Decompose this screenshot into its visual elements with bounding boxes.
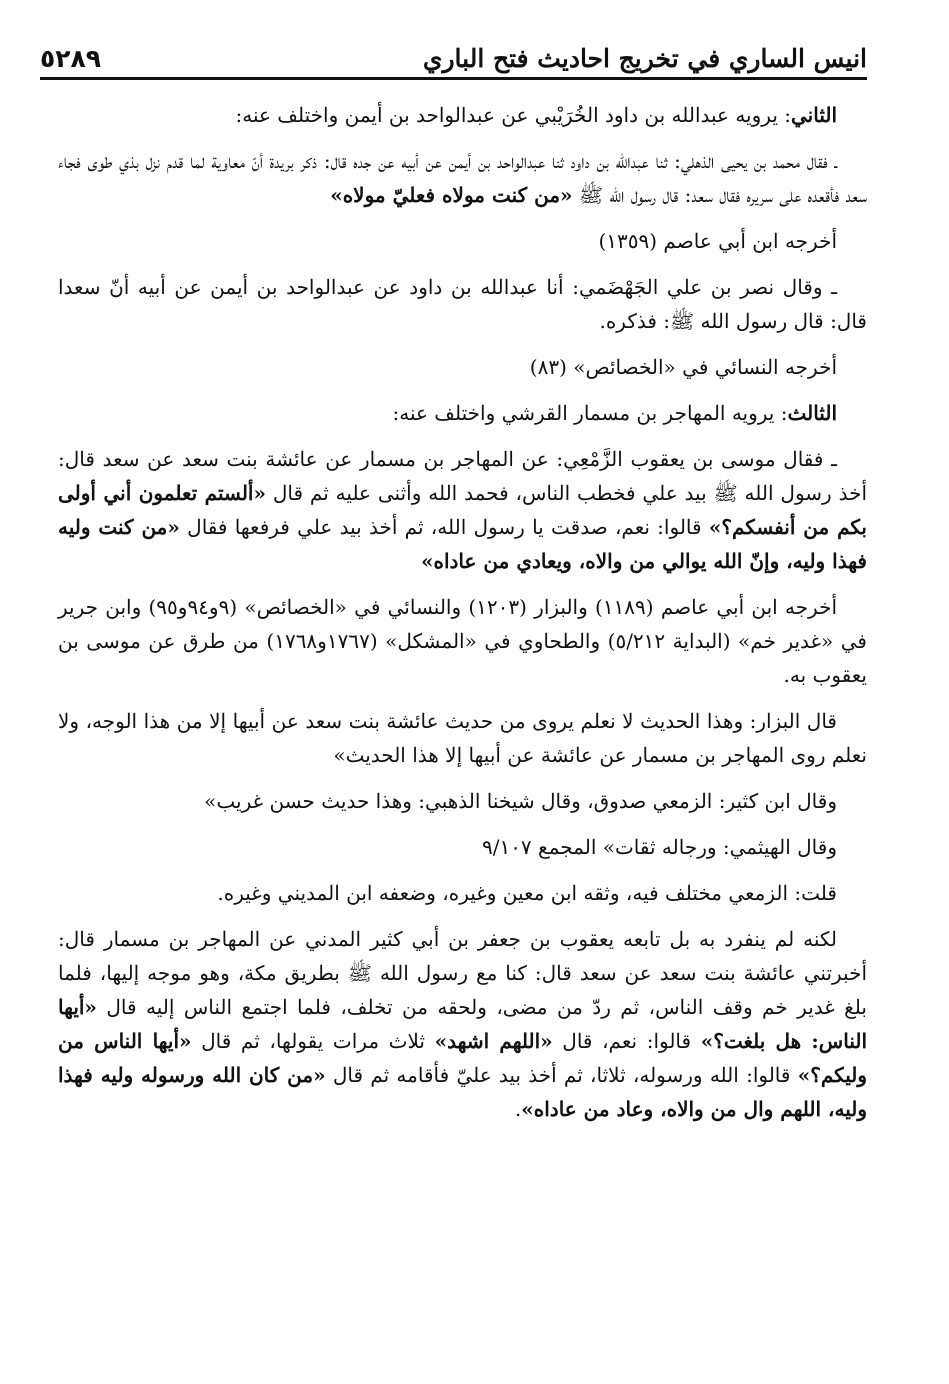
text-run: أخرجه ابن أبي عاصم (١١٨٩) والبزار (١٢٠٣) والنسائي في «الخصائص» (٩و٩٤و٩٥) وابن جرير في «غدير خم» (البداية ٥/٢١٢) والطحاوي في «المشكل» (١٧٦٧و١٧٦٨) من طرق عن موسى بن يعقوب به.: [58, 595, 867, 687]
hadith-quote: «من كان الله ورسوله وليه فهذا وليه، اللهم وال من والاه، وعاد من عاداه»: [58, 1063, 867, 1121]
hadith-quote: «من كنت مولاه فعليّ مولاه»: [330, 183, 573, 207]
paragraph: [58, 144, 867, 212]
paragraph: [58, 784, 867, 818]
text-run: ـ فقال محمد بن يحيى الذهلي: ثنا عبدالله بن داود ثنا عبدالواحد بن أيمن عن أبيه عن جده قال: ذكر بريدة أنّ معاوية لما قدم نزل بذي طوى فجاء سعد فأقعده على سريره فقال سعد: قال رسول الله ﷺ: [58, 149, 867, 207]
text-run: : يرويه عبدالله بن داود الخُرَيْبي عن عبدالواحد بن أيمن واختلف عنه:: [235, 103, 791, 127]
text-run: قالوا: نعم، قال: [552, 1029, 701, 1053]
text-run: وقال الهيثمي: ورجاله ثقات» المجمع ٩/١٠٧: [481, 835, 837, 859]
page-number: ٥٢٨٩: [40, 44, 102, 73]
text-run: وقال ابن كثير: الزمعي صدوق، وقال شيخنا الذهبي: وهذا حديث حسن غريب»: [204, 789, 837, 813]
text-run: أخرجه ابن أبي عاصم (١٣٥٩): [598, 229, 837, 253]
paragraph: [58, 922, 867, 1126]
body-text: [58, 98, 867, 1138]
paragraph: [58, 876, 867, 910]
text-run: .: [514, 1097, 522, 1121]
paragraph: [58, 830, 867, 864]
paragraph: [58, 590, 867, 692]
text-run: قال البزار: وهذا الحديث لا نعلم يروى من حديث عائشة بنت سعد عن أبيها إلا من هذا الوجه، ولا نعلم روى المهاجر بن مسمار عن عائشة عن أبيها إلا هذا الحديث»: [58, 709, 867, 767]
hadith-quote: «أيها الناس من وليكم؟»: [58, 1029, 867, 1087]
section-label-third: الثالث: [787, 401, 837, 425]
hadith-quote: «من كنت وليه فهذا وليه، وإنّ الله يوالي من والاه، ويعادي من عاداه»: [58, 515, 867, 573]
paragraph: [58, 396, 867, 430]
paragraph: [58, 350, 867, 384]
text-run: ـ فقال موسى بن يعقوب الزَّمْعِي: عن المهاجر بن مسمار عن عائشة بنت سعد عن سعد قال: أخذ رسول الله ﷺ بيد علي فخطب الناس، فحمد الله وأثنى عليه ثم قال: [58, 447, 867, 505]
paragraph: [58, 224, 867, 258]
text-run: قلت: الزمعي مختلف فيه، وثقه ابن معين وغيره، وضعفه ابن المديني وغيره.: [217, 881, 837, 905]
text-run: ـ وقال نصر بن علي الجَهْضَمي: أنا عبدالله بن داود عن عبدالواحد بن أيمن عن أبيه أنّ سعدا قال: قال رسول الله ﷺ: فذكره.: [58, 275, 867, 333]
hadith-quote: «أيها الناس: هل بلغت؟»: [58, 995, 868, 1053]
text-run: أخرجه النسائي في «الخصائص» (٨٣): [529, 355, 837, 379]
paragraph: [58, 270, 867, 338]
running-title: انيس الساري في تخريج احاديث فتح الباري: [422, 44, 867, 73]
text-run: لكنه لم ينفرد به بل تابعه يعقوب بن جعفر بن أبي كثير المدني عن المهاجر بن مسمار قال: أخبرتني عائشة بنت سعد عن سعد قال: كنا مع رسول الله ﷺ بطريق مكة، وهو موجه إليها، فلما بلغ غدير خم وقف الناس، ثم ردّ من مضى، ولحقه من تخلف، فلما اجتمع الناس إليه قال: [58, 927, 867, 1019]
hadith-quote: «ألستم تعلمون أني أولى بكم من أنفسكم؟»: [58, 481, 868, 539]
text-run: : يرويه المهاجر بن مسمار القرشي واختلف عنه:: [392, 401, 788, 425]
page-header: [40, 38, 867, 80]
paragraph: [58, 704, 867, 772]
hadith-quote: «اللهم اشهد»: [434, 1029, 553, 1053]
paragraph: [58, 442, 867, 578]
paragraph: [58, 98, 867, 132]
text-run: قالوا: نعم، صدقت يا رسول الله، ثم أخذ بيد علي فرفعها فقال: [179, 515, 709, 539]
section-label-second: الثاني: [790, 103, 837, 127]
text-run: قالوا: الله ورسوله، ثلاثا، ثم أخذ بيد عليّ فأقامه ثم قال: [325, 1063, 798, 1087]
text-run: ثلاث مرات يقولها، ثم قال: [191, 1029, 435, 1053]
